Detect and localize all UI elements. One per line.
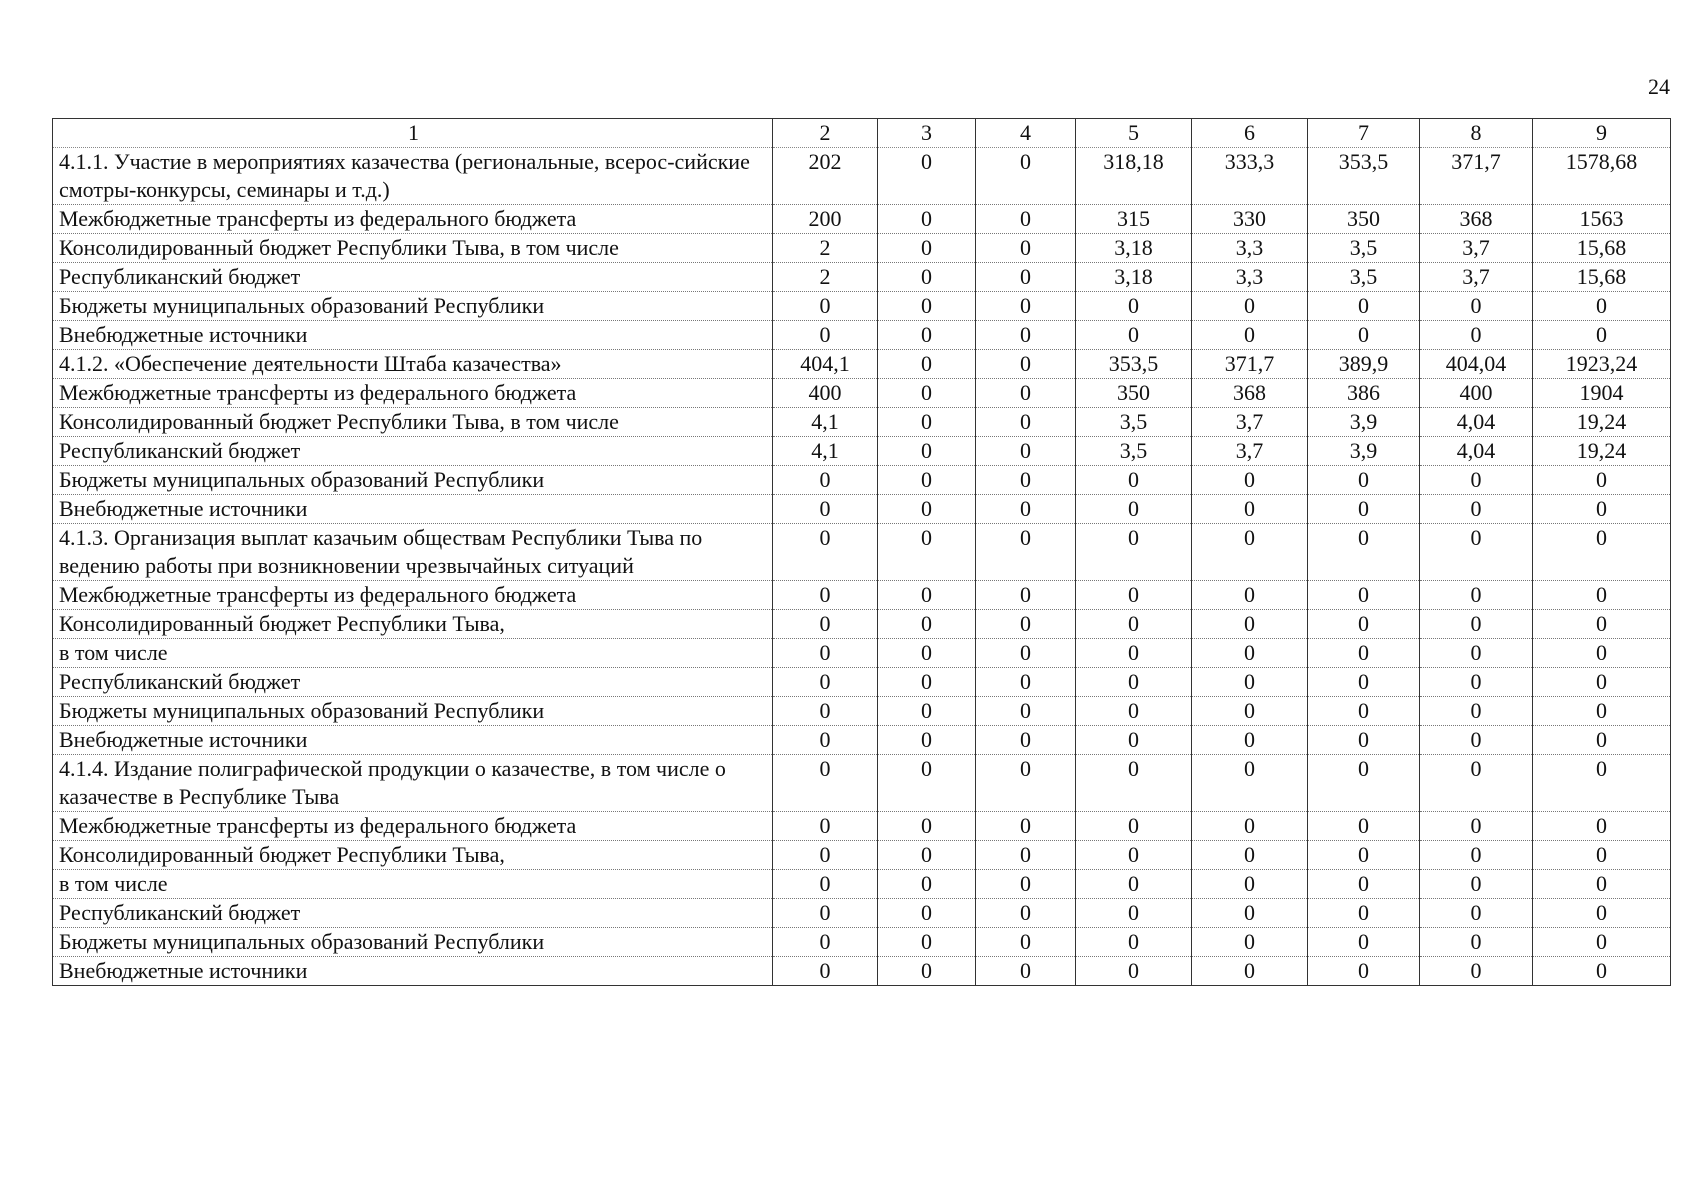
table-row — [53, 263, 1671, 292]
table-cell: 0 — [976, 408, 1076, 437]
table-cell: 0 — [976, 234, 1076, 263]
table-cell: 3,5 — [1076, 408, 1192, 437]
table-cell: 0 — [976, 321, 1076, 350]
table-cell: 0 — [878, 581, 976, 610]
table-row — [53, 205, 1671, 234]
table-cell: 400 — [1420, 379, 1533, 408]
table-cell: 0 — [878, 205, 976, 234]
table-cell: 368 — [1192, 379, 1308, 408]
table-row — [53, 495, 1671, 524]
table-cell: 0 — [1192, 524, 1308, 581]
table-cell: 0 — [1420, 292, 1533, 321]
table-cell: 371,7 — [1420, 148, 1533, 205]
row-label: Республиканский бюджет — [53, 899, 773, 928]
table-cell: 0 — [1308, 928, 1420, 957]
table-cell: 0 — [1192, 928, 1308, 957]
column-header: 1 — [53, 119, 773, 148]
table-cell: 0 — [1420, 495, 1533, 524]
table-cell: 0 — [773, 812, 878, 841]
table-cell: 0 — [1076, 668, 1192, 697]
table-cell: 0 — [1308, 639, 1420, 668]
table-cell: 0 — [976, 697, 1076, 726]
row-label: 4.1.4. Издание полиграфической продукции о казачестве, в том числе о казачестве в Республике Тыва — [53, 755, 773, 812]
row-label: Консолидированный бюджет Республики Тыва, в том числе — [53, 408, 773, 437]
table-cell: 0 — [1076, 870, 1192, 899]
table-cell: 0 — [1533, 495, 1671, 524]
table-cell: 0 — [1533, 957, 1671, 986]
table-cell: 0 — [976, 466, 1076, 495]
table-row — [53, 321, 1671, 350]
table-cell: 0 — [976, 148, 1076, 205]
table-cell: 353,5 — [1308, 148, 1420, 205]
table-row — [53, 697, 1671, 726]
table-cell: 0 — [1076, 755, 1192, 812]
table-cell: 0 — [773, 870, 878, 899]
table-row — [53, 841, 1671, 870]
table-cell: 19,24 — [1533, 437, 1671, 466]
table-cell: 0 — [976, 812, 1076, 841]
table-cell: 0 — [1076, 928, 1192, 957]
table-cell: 0 — [1192, 899, 1308, 928]
table-cell: 0 — [878, 812, 976, 841]
table-cell: 0 — [773, 292, 878, 321]
table-cell: 315 — [1076, 205, 1192, 234]
table-cell: 0 — [976, 524, 1076, 581]
table-cell: 0 — [1308, 668, 1420, 697]
table-cell: 3,9 — [1308, 408, 1420, 437]
table-row — [53, 581, 1671, 610]
table-cell: 0 — [773, 581, 878, 610]
row-label: 4.1.3. Организация выплат казачьим обществам Республики Тыва по ведению работы при возникновении чрезвычайных ситуаций — [53, 524, 773, 581]
table-cell: 3,7 — [1420, 234, 1533, 263]
table-row — [53, 957, 1671, 986]
table-row — [53, 148, 1671, 205]
table-cell: 333,3 — [1192, 148, 1308, 205]
row-label: Внебюджетные источники — [53, 321, 773, 350]
table-cell: 3,18 — [1076, 234, 1192, 263]
table-cell: 0 — [773, 841, 878, 870]
table-cell: 0 — [773, 899, 878, 928]
table-cell: 0 — [1308, 495, 1420, 524]
table-cell: 0 — [1420, 755, 1533, 812]
table-cell: 0 — [878, 408, 976, 437]
table-cell: 0 — [1076, 524, 1192, 581]
table-cell: 0 — [1076, 726, 1192, 755]
table-cell: 0 — [1420, 957, 1533, 986]
table-row — [53, 726, 1671, 755]
table-cell: 0 — [878, 292, 976, 321]
table-cell: 0 — [976, 205, 1076, 234]
table-cell: 3,9 — [1308, 437, 1420, 466]
table-cell: 0 — [976, 755, 1076, 812]
table-cell: 0 — [1533, 668, 1671, 697]
table-cell: 0 — [1076, 495, 1192, 524]
table-cell: 3,5 — [1076, 437, 1192, 466]
row-label: в том числе — [53, 639, 773, 668]
table-cell: 0 — [878, 263, 976, 292]
table-cell: 0 — [1308, 581, 1420, 610]
table-cell: 1563 — [1533, 205, 1671, 234]
table-cell: 330 — [1192, 205, 1308, 234]
table-cell: 0 — [1420, 321, 1533, 350]
table-cell: 0 — [1308, 726, 1420, 755]
row-label: Внебюджетные источники — [53, 957, 773, 986]
table-cell: 0 — [878, 350, 976, 379]
row-label: Межбюджетные трансферты из федерального бюджета — [53, 379, 773, 408]
table-cell: 0 — [878, 697, 976, 726]
table-cell: 0 — [878, 379, 976, 408]
table-cell: 353,5 — [1076, 350, 1192, 379]
table-cell: 0 — [1192, 697, 1308, 726]
table-cell: 0 — [976, 581, 1076, 610]
table-cell: 404,04 — [1420, 350, 1533, 379]
table-cell: 0 — [773, 321, 878, 350]
table-cell: 0 — [1192, 639, 1308, 668]
table-cell: 0 — [1076, 639, 1192, 668]
row-label: Внебюджетные источники — [53, 726, 773, 755]
table-cell: 0 — [1420, 812, 1533, 841]
budget-table — [52, 118, 1671, 986]
table-cell: 350 — [1308, 205, 1420, 234]
table-row — [53, 610, 1671, 639]
table-cell: 0 — [1076, 899, 1192, 928]
table-cell: 400 — [773, 379, 878, 408]
table-cell: 0 — [878, 928, 976, 957]
table-cell: 0 — [1533, 870, 1671, 899]
table-cell: 0 — [976, 899, 1076, 928]
table-cell: 0 — [1076, 610, 1192, 639]
table-cell: 15,68 — [1533, 263, 1671, 292]
table-cell: 371,7 — [1192, 350, 1308, 379]
table-cell: 0 — [976, 726, 1076, 755]
table-cell: 0 — [1420, 639, 1533, 668]
table-row — [53, 639, 1671, 668]
table-row — [53, 437, 1671, 466]
table-cell: 0 — [878, 639, 976, 668]
row-label: Внебюджетные источники — [53, 495, 773, 524]
table-cell: 0 — [1420, 466, 1533, 495]
table-cell: 0 — [1308, 899, 1420, 928]
table-cell: 15,68 — [1533, 234, 1671, 263]
table-cell: 0 — [1192, 957, 1308, 986]
table-cell: 0 — [773, 957, 878, 986]
row-label: Бюджеты муниципальных образований Республики — [53, 928, 773, 957]
table-cell: 0 — [878, 755, 976, 812]
table-cell: 0 — [1192, 581, 1308, 610]
table-cell: 0 — [878, 321, 976, 350]
table-cell: 0 — [1420, 524, 1533, 581]
table-cell: 0 — [1533, 726, 1671, 755]
table-cell: 0 — [976, 350, 1076, 379]
table-cell: 0 — [1192, 755, 1308, 812]
table-cell: 0 — [1533, 812, 1671, 841]
table-cell: 0 — [1308, 697, 1420, 726]
row-label: Консолидированный бюджет Республики Тыва, — [53, 610, 773, 639]
table-cell: 1904 — [1533, 379, 1671, 408]
table-cell: 0 — [1192, 841, 1308, 870]
table-cell: 3,7 — [1420, 263, 1533, 292]
table-row — [53, 379, 1671, 408]
table-cell: 0 — [1308, 292, 1420, 321]
table-cell: 0 — [1308, 841, 1420, 870]
column-header: 9 — [1533, 119, 1671, 148]
table-row — [53, 755, 1671, 812]
table-cell: 0 — [773, 639, 878, 668]
table-cell: 368 — [1420, 205, 1533, 234]
page-number: 24 — [1648, 74, 1670, 99]
table-cell: 0 — [1308, 957, 1420, 986]
table-cell: 0 — [1420, 668, 1533, 697]
table-row — [53, 466, 1671, 495]
table-cell: 0 — [1192, 321, 1308, 350]
table-cell: 0 — [1420, 610, 1533, 639]
table-cell: 0 — [1533, 841, 1671, 870]
table-cell: 0 — [1420, 581, 1533, 610]
table-row — [53, 812, 1671, 841]
table-cell: 0 — [1192, 726, 1308, 755]
table-row — [53, 292, 1671, 321]
column-header: 6 — [1192, 119, 1308, 148]
table-cell: 0 — [976, 379, 1076, 408]
table-cell: 0 — [878, 234, 976, 263]
table-cell: 0 — [1076, 581, 1192, 610]
table-cell: 0 — [1192, 466, 1308, 495]
table-cell: 0 — [878, 610, 976, 639]
table-cell: 0 — [773, 524, 878, 581]
row-label: 4.1.2. «Обеспечение деятельности Штаба казачества» — [53, 350, 773, 379]
table-cell: 4,1 — [773, 408, 878, 437]
table-cell: 0 — [773, 755, 878, 812]
table-cell: 0 — [878, 437, 976, 466]
table-cell: 0 — [878, 870, 976, 899]
table-row — [53, 899, 1671, 928]
table-cell: 0 — [1192, 812, 1308, 841]
table-cell: 0 — [1192, 292, 1308, 321]
table-cell: 0 — [1533, 292, 1671, 321]
table-cell: 3,18 — [1076, 263, 1192, 292]
table-cell: 0 — [1533, 639, 1671, 668]
table-cell: 0 — [1076, 466, 1192, 495]
table-cell: 0 — [878, 899, 976, 928]
table-cell: 0 — [976, 668, 1076, 697]
table-body — [53, 119, 1671, 986]
table-cell: 4,04 — [1420, 437, 1533, 466]
table-cell: 0 — [878, 841, 976, 870]
table-cell: 389,9 — [1308, 350, 1420, 379]
table-cell: 0 — [1308, 321, 1420, 350]
table-cell: 0 — [773, 697, 878, 726]
column-header: 5 — [1076, 119, 1192, 148]
table-cell: 3,3 — [1192, 234, 1308, 263]
table-cell: 0 — [1076, 957, 1192, 986]
table-cell: 0 — [773, 495, 878, 524]
table-cell: 0 — [773, 610, 878, 639]
table-cell: 0 — [1420, 841, 1533, 870]
table-cell: 0 — [976, 639, 1076, 668]
table-cell: 200 — [773, 205, 878, 234]
table-cell: 0 — [1076, 697, 1192, 726]
table-cell: 0 — [1533, 610, 1671, 639]
table-cell: 19,24 — [1533, 408, 1671, 437]
table-row — [53, 870, 1671, 899]
column-header: 3 — [878, 119, 976, 148]
table-cell: 1578,68 — [1533, 148, 1671, 205]
column-header: 4 — [976, 119, 1076, 148]
table-cell: 202 — [773, 148, 878, 205]
table-cell: 0 — [1076, 292, 1192, 321]
table-row — [53, 524, 1671, 581]
table-cell: 0 — [1533, 581, 1671, 610]
table-row — [53, 668, 1671, 697]
table-cell: 0 — [1076, 321, 1192, 350]
table-cell: 2 — [773, 263, 878, 292]
row-label: 4.1.1. Участие в мероприятиях казачества (региональные, всерос-сийские смотры-конкурсы, семинары и т.д.) — [53, 148, 773, 205]
table-cell: 0 — [773, 668, 878, 697]
table-cell: 0 — [976, 841, 1076, 870]
table-cell: 3,7 — [1192, 437, 1308, 466]
column-header: 2 — [773, 119, 878, 148]
table-cell: 0 — [976, 610, 1076, 639]
table-cell: 0 — [1308, 610, 1420, 639]
table-cell: 0 — [773, 466, 878, 495]
table-cell: 0 — [1308, 812, 1420, 841]
column-header: 8 — [1420, 119, 1533, 148]
row-label: Бюджеты муниципальных образований Республики — [53, 292, 773, 321]
table-cell: 0 — [1308, 755, 1420, 812]
row-label: Республиканский бюджет — [53, 668, 773, 697]
table-cell: 1923,24 — [1533, 350, 1671, 379]
table-cell: 0 — [1420, 899, 1533, 928]
table-row — [53, 408, 1671, 437]
table-cell: 0 — [976, 870, 1076, 899]
table-cell: 0 — [878, 466, 976, 495]
table-cell: 0 — [878, 726, 976, 755]
table-cell: 4,1 — [773, 437, 878, 466]
table-cell: 0 — [1533, 755, 1671, 812]
row-label: Бюджеты муниципальных образований Республики — [53, 697, 773, 726]
table-cell: 0 — [878, 957, 976, 986]
table-cell: 0 — [878, 668, 976, 697]
table-cell: 0 — [976, 437, 1076, 466]
row-label: Бюджеты муниципальных образований Республики — [53, 466, 773, 495]
table-cell: 0 — [976, 495, 1076, 524]
row-label: Республиканский бюджет — [53, 263, 773, 292]
table-cell: 350 — [1076, 379, 1192, 408]
table-cell: 0 — [1192, 668, 1308, 697]
table-cell: 0 — [1533, 524, 1671, 581]
table-cell: 3,3 — [1192, 263, 1308, 292]
table-cell: 0 — [878, 524, 976, 581]
table-cell: 0 — [1533, 466, 1671, 495]
table-cell: 0 — [773, 726, 878, 755]
table-cell: 0 — [1533, 899, 1671, 928]
row-label: Республиканский бюджет — [53, 437, 773, 466]
row-label: Межбюджетные трансферты из федерального бюджета — [53, 205, 773, 234]
table-cell: 0 — [976, 957, 1076, 986]
table-cell: 0 — [1420, 928, 1533, 957]
row-label: Консолидированный бюджет Республики Тыва, в том числе — [53, 234, 773, 263]
table-cell: 2 — [773, 234, 878, 263]
table-row — [53, 350, 1671, 379]
table-cell: 0 — [1420, 697, 1533, 726]
header-row — [53, 119, 1671, 148]
table-cell: 0 — [1192, 495, 1308, 524]
table-cell: 0 — [1308, 870, 1420, 899]
table-cell: 0 — [1420, 726, 1533, 755]
table-cell: 0 — [1533, 321, 1671, 350]
row-label: Консолидированный бюджет Республики Тыва, — [53, 841, 773, 870]
table-cell: 0 — [1420, 870, 1533, 899]
table-cell: 0 — [1076, 841, 1192, 870]
table-cell: 3,5 — [1308, 263, 1420, 292]
table-cell: 0 — [1192, 870, 1308, 899]
table-cell: 404,1 — [773, 350, 878, 379]
table-cell: 0 — [1192, 610, 1308, 639]
table-cell: 386 — [1308, 379, 1420, 408]
table-row — [53, 234, 1671, 263]
table-cell: 0 — [1533, 928, 1671, 957]
table-cell: 0 — [878, 148, 976, 205]
table-cell: 3,7 — [1192, 408, 1308, 437]
table-cell: 0 — [1533, 697, 1671, 726]
table-cell: 0 — [878, 495, 976, 524]
table-cell: 0 — [976, 928, 1076, 957]
table-cell: 3,5 — [1308, 234, 1420, 263]
table-cell: 0 — [1308, 466, 1420, 495]
table-cell: 0 — [1308, 524, 1420, 581]
table-cell: 0 — [773, 928, 878, 957]
table-cell: 0 — [1076, 812, 1192, 841]
row-label: Межбюджетные трансферты из федерального бюджета — [53, 581, 773, 610]
table-cell: 318,18 — [1076, 148, 1192, 205]
table-cell: 4,04 — [1420, 408, 1533, 437]
table-cell: 0 — [976, 263, 1076, 292]
row-label: Межбюджетные трансферты из федерального бюджета — [53, 812, 773, 841]
table-cell: 0 — [976, 292, 1076, 321]
table-row — [53, 928, 1671, 957]
row-label: в том числе — [53, 870, 773, 899]
column-header: 7 — [1308, 119, 1420, 148]
